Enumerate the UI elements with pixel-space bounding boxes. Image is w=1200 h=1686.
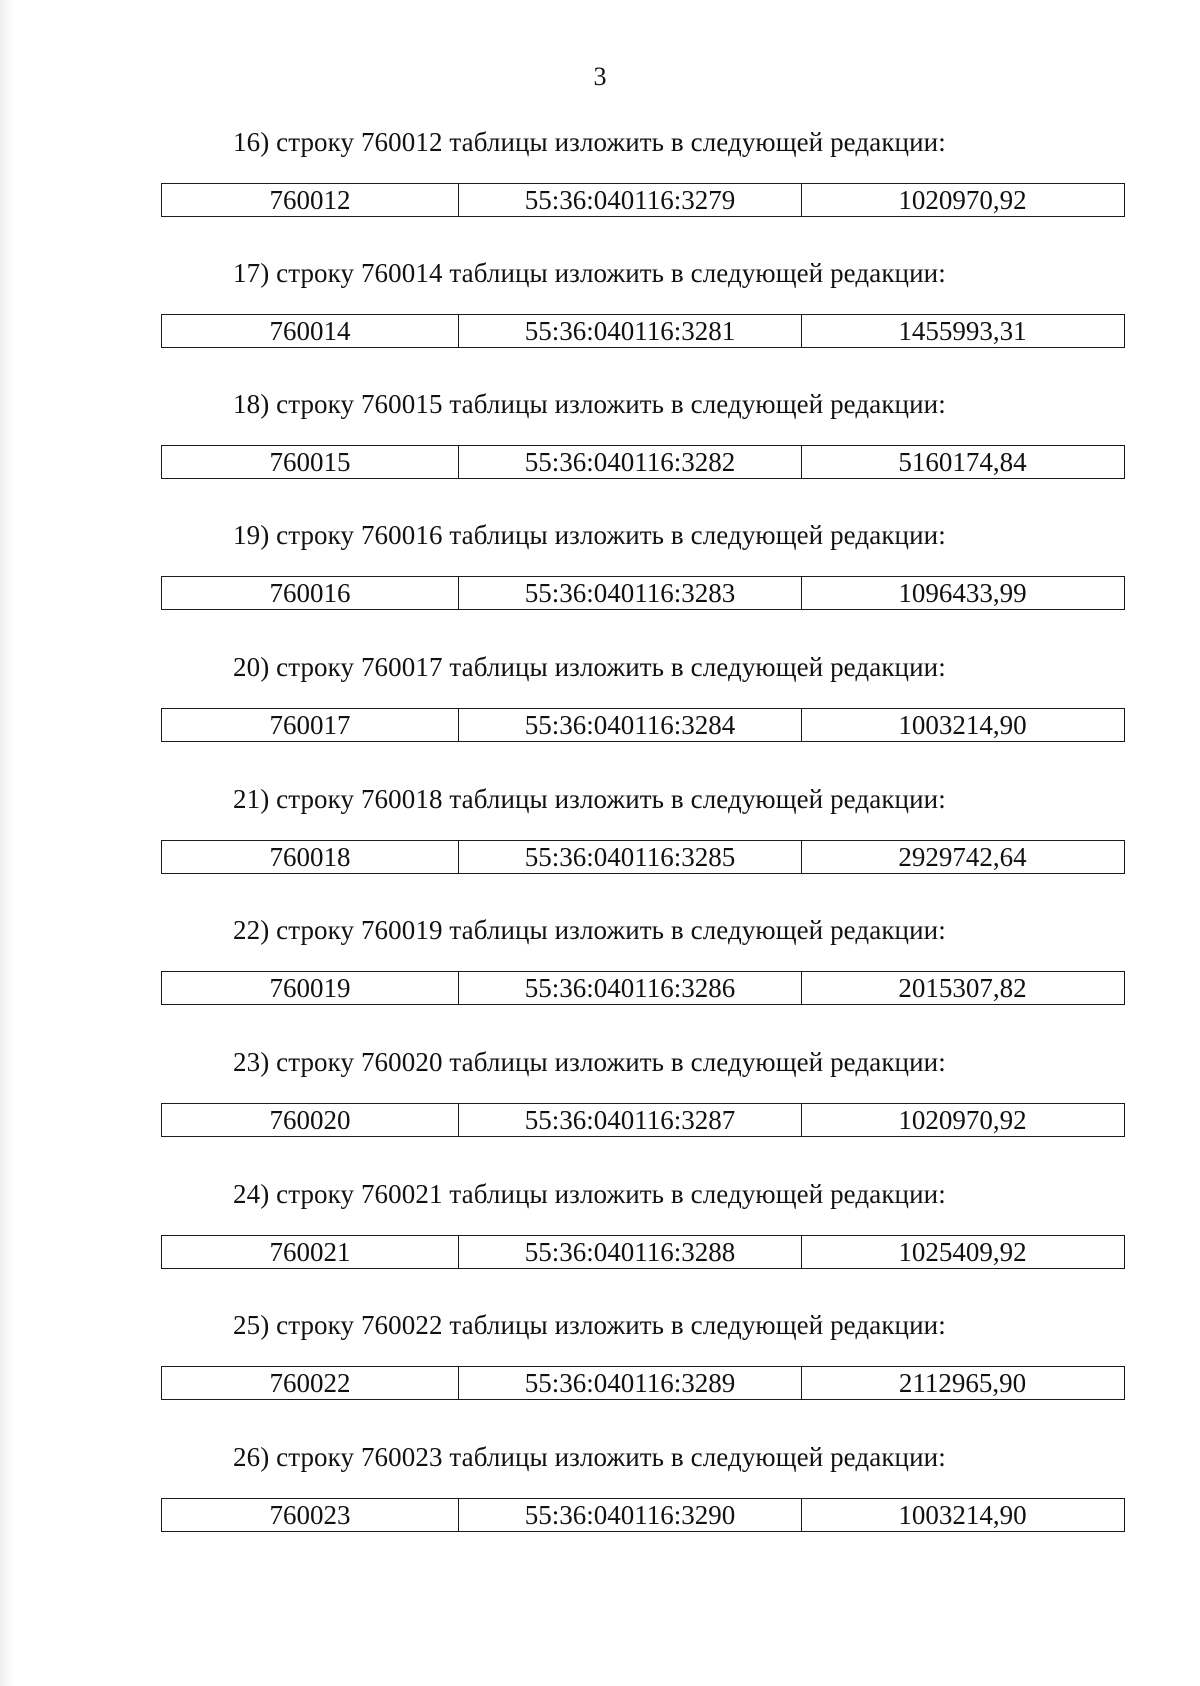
- cadastral-number-cell: 55:36:040116:3290: [459, 1499, 802, 1531]
- amendment-instruction: 24) строку 760021 таблицы изложить в следующей редакции:: [233, 1179, 946, 1209]
- amendment-instruction: 21) строку 760018 таблицы изложить в следующей редакции:: [233, 784, 946, 814]
- row-number-cell: 760017: [162, 709, 459, 741]
- scan-edge-shadow: [0, 0, 14, 1686]
- value-cell: 1003214,90: [898, 1500, 1027, 1530]
- amendment-instruction: 16) строку 760012 таблицы изложить в следующей редакции:: [233, 127, 946, 157]
- value-cell: 1003214,90: [898, 710, 1027, 740]
- table-row: [161, 1103, 1125, 1137]
- table-row: [161, 445, 1125, 479]
- amendment-instruction: 17) строку 760014 таблицы изложить в следующей редакции:: [233, 258, 946, 288]
- amendment-instruction: 19) строку 760016 таблицы изложить в следующей редакции:: [233, 520, 946, 550]
- row-number-cell: 760019: [162, 972, 459, 1004]
- value-cell: 2112965,90: [898, 1368, 1027, 1398]
- page-number: 3: [593, 62, 607, 91]
- table-row: [161, 1498, 1125, 1532]
- cadastral-number-cell: 55:36:040116:3286: [459, 972, 802, 1004]
- value-cell: 1096433,99: [898, 578, 1027, 608]
- cadastral-number-cell: 55:36:040116:3283: [459, 577, 802, 609]
- table-row: [161, 1366, 1125, 1400]
- cadastral-number-cell: 55:36:040116:3281: [459, 315, 802, 347]
- amendment-instruction: 23) строку 760020 таблицы изложить в следующей редакции:: [233, 1047, 946, 1077]
- table-row: [161, 576, 1125, 610]
- value-cell: 1020970,92: [898, 185, 1027, 215]
- row-number-cell: 760022: [162, 1367, 459, 1399]
- cadastral-number-cell: 55:36:040116:3287: [459, 1104, 802, 1136]
- table-row: [161, 708, 1125, 742]
- value-cell: 1025409,92: [898, 1237, 1027, 1267]
- cadastral-number-cell: 55:36:040116:3279: [459, 184, 802, 216]
- table-row: [161, 840, 1125, 874]
- row-number-cell: 760014: [162, 315, 459, 347]
- cadastral-number-cell: 55:36:040116:3284: [459, 709, 802, 741]
- value-cell: 2929742,64: [898, 842, 1027, 872]
- amendment-instruction: 18) строку 760015 таблицы изложить в следующей редакции:: [233, 389, 946, 419]
- table-row: [161, 971, 1125, 1005]
- value-cell: 2015307,82: [898, 973, 1027, 1003]
- cadastral-number-cell: 55:36:040116:3289: [459, 1367, 802, 1399]
- amendment-instruction: 25) строку 760022 таблицы изложить в следующей редакции:: [233, 1310, 946, 1340]
- row-number-cell: 760015: [162, 446, 459, 478]
- table-row: [161, 314, 1125, 348]
- amendment-instruction: 22) строку 760019 таблицы изложить в следующей редакции:: [233, 915, 946, 945]
- amendment-instruction: 26) строку 760023 таблицы изложить в следующей редакции:: [233, 1442, 946, 1472]
- amendment-instruction: 20) строку 760017 таблицы изложить в следующей редакции:: [233, 652, 946, 682]
- row-number-cell: 760020: [162, 1104, 459, 1136]
- row-number-cell: 760018: [162, 841, 459, 873]
- cadastral-number-cell: 55:36:040116:3282: [459, 446, 802, 478]
- row-number-cell: 760023: [162, 1499, 459, 1531]
- row-number-cell: 760021: [162, 1236, 459, 1268]
- cadastral-number-cell: 55:36:040116:3288: [459, 1236, 802, 1268]
- table-row: [161, 1235, 1125, 1269]
- value-cell: 5160174,84: [898, 447, 1027, 477]
- value-cell: 1020970,92: [898, 1105, 1027, 1135]
- row-number-cell: 760016: [162, 577, 459, 609]
- cadastral-number-cell: 55:36:040116:3285: [459, 841, 802, 873]
- value-cell: 1455993,31: [898, 316, 1027, 346]
- row-number-cell: 760012: [162, 184, 459, 216]
- table-row: [161, 183, 1125, 217]
